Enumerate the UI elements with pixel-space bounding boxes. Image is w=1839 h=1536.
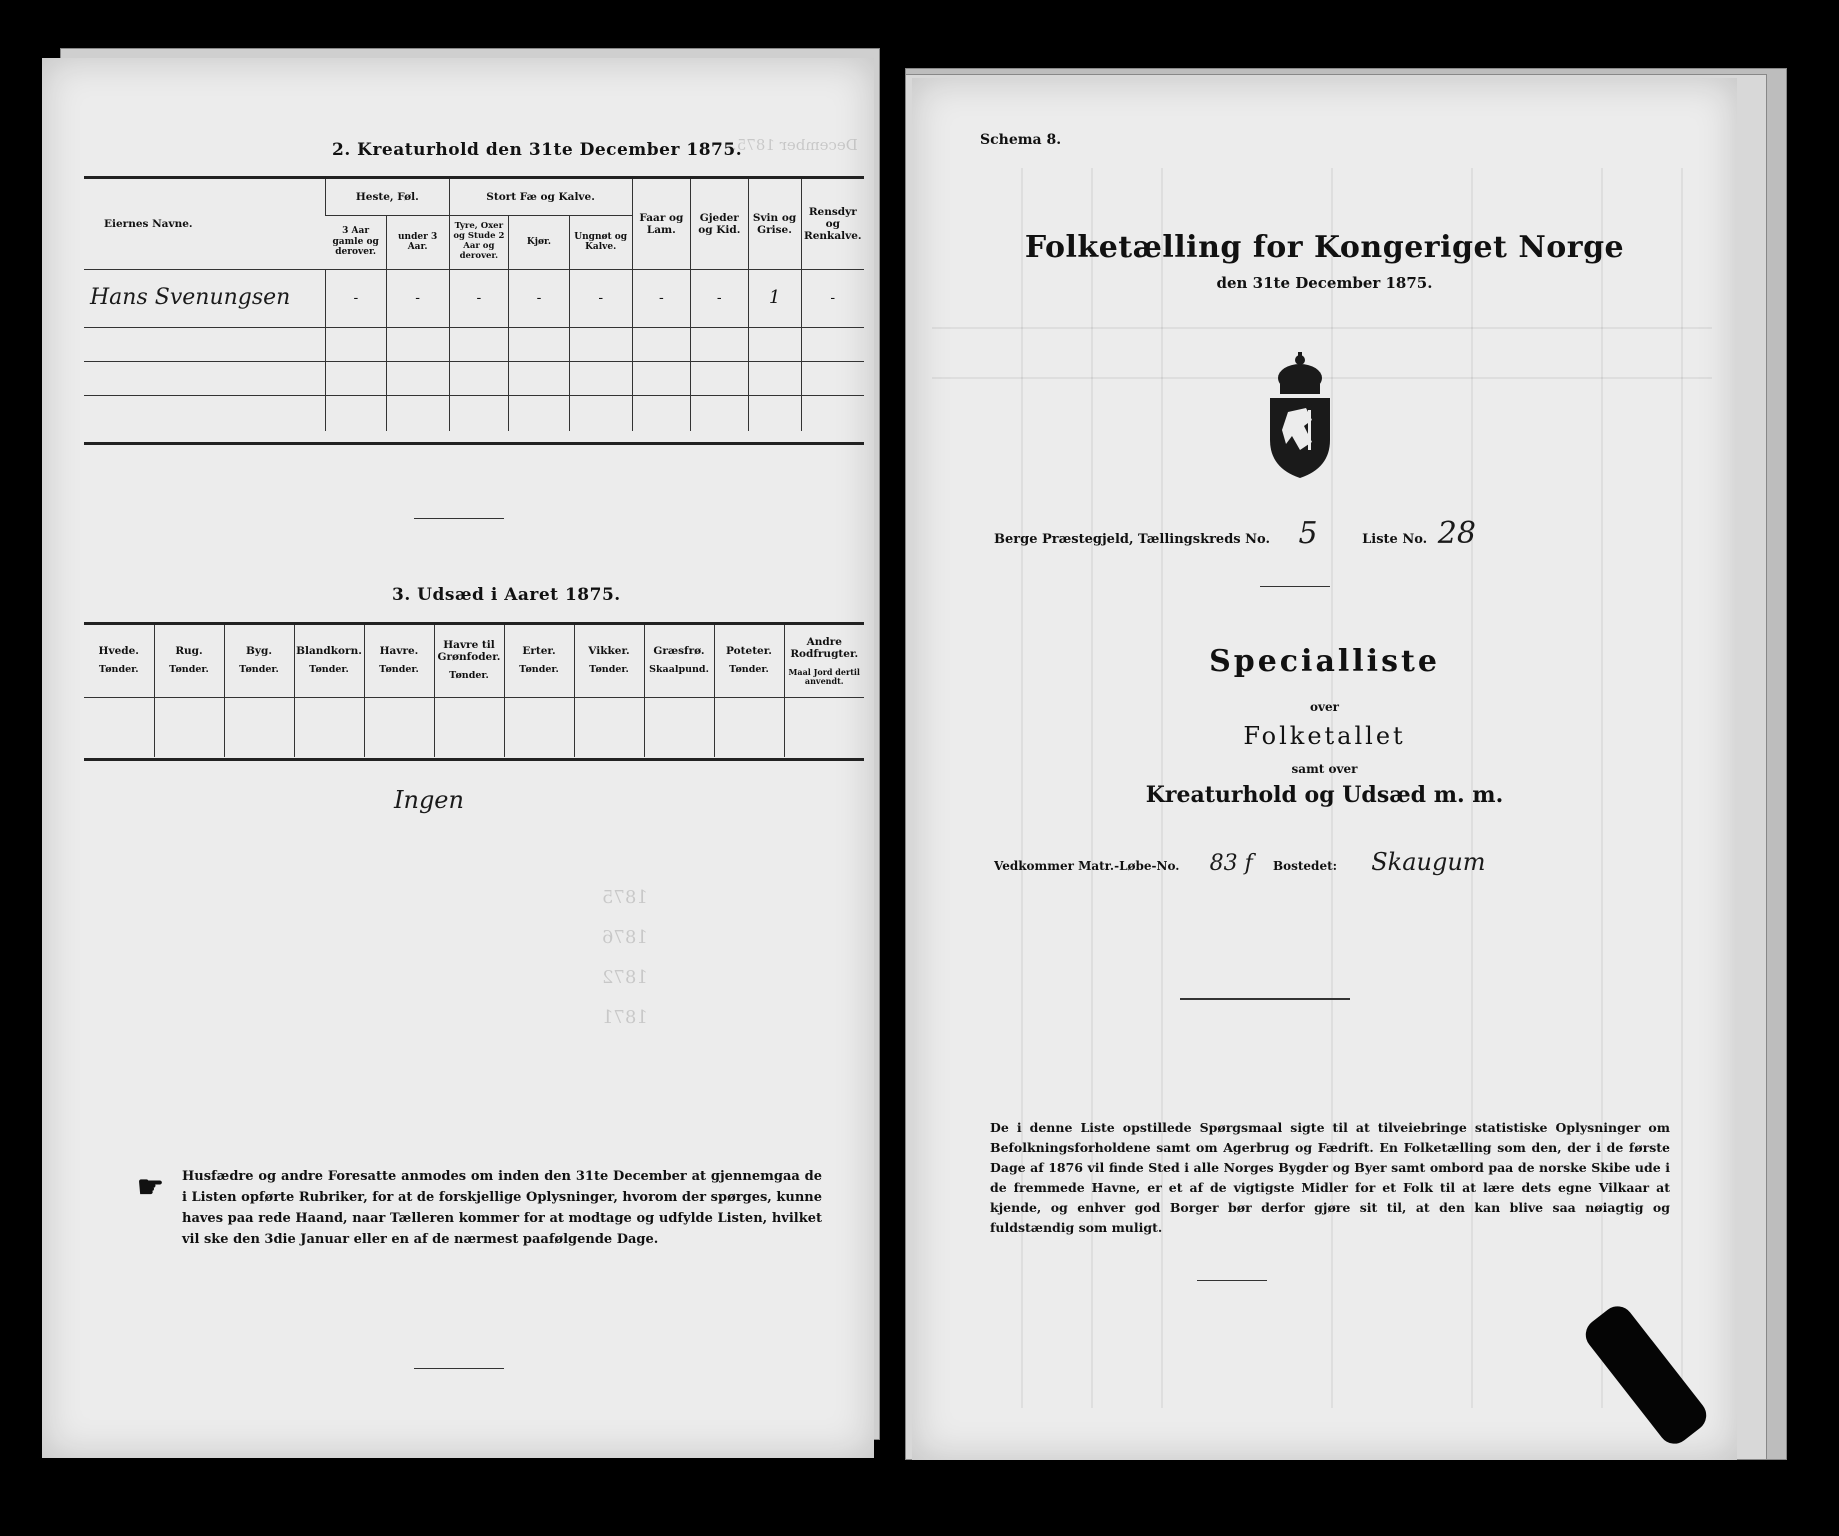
col-storfe-kjor: Kjør.: [509, 215, 570, 269]
seed-table: [84, 625, 864, 757]
seed-empty-cell: [434, 697, 504, 757]
seed-col-header: [714, 625, 784, 697]
right-page: [912, 78, 1737, 1460]
seed-empty-cell: [714, 697, 784, 757]
mark-cell: -: [632, 269, 690, 327]
census-title: Folketælling for Kongeriget Norge: [1024, 230, 1625, 265]
seed-empty-cell: [154, 697, 224, 757]
seed-empty-cell: [644, 697, 714, 757]
mark-cell: -: [691, 269, 748, 327]
seed-col-name: Græsfrø.: [653, 645, 705, 658]
divider: [1197, 1280, 1267, 1281]
seed-col-header: [224, 625, 294, 697]
col-owner-names: Eiernes Navne.: [104, 217, 193, 230]
samt-over-text: samt over: [1291, 762, 1358, 776]
liste-label: Liste No.: [1362, 532, 1428, 547]
matr-line: [994, 848, 1486, 876]
col-svin: Svin og Grise.: [748, 179, 801, 269]
mark-cell: -: [509, 269, 570, 327]
handwritten-ingen: Ingen: [394, 786, 464, 814]
seed-empty-cell: [364, 697, 434, 757]
kreds-number: 5: [1298, 516, 1318, 551]
seed-col-unit: Tønder.: [729, 664, 769, 676]
mark-cell: -: [801, 269, 864, 327]
left-page: [42, 58, 874, 1458]
seed-col-name: Rug.: [175, 645, 203, 658]
seed-col-unit: Tønder.: [379, 664, 419, 676]
divider: [1260, 586, 1330, 587]
col-storfe-tyre: Tyre, Oxer og Stude 2 Aar og derover.: [449, 215, 509, 269]
seed-empty-cell: [294, 697, 364, 757]
seed-col-name: Havre.: [379, 645, 419, 658]
seed-col-name: Poteter.: [726, 645, 772, 658]
specialliste-heading: Specialliste: [1209, 644, 1440, 679]
liste-number: 28: [1437, 516, 1476, 551]
mark-cell: -: [326, 269, 387, 327]
owner-name: Hans Svenungsen: [90, 285, 291, 311]
seed-empty-cell: [84, 697, 154, 757]
empty-cell: [84, 395, 326, 431]
seed-empty-cell: [784, 697, 864, 757]
seed-col-name: Vikker.: [588, 645, 630, 658]
empty-cell: [84, 327, 326, 361]
col-group-storfe: Stort Fæ og Kalve.: [449, 179, 632, 215]
divider: [414, 1368, 504, 1369]
seed-col-unit: Tønder.: [449, 670, 489, 682]
seed-col-header: [154, 625, 224, 697]
matr-value: 83 f: [1209, 851, 1253, 876]
seed-col-name: Erter.: [522, 645, 556, 658]
col-heste-3aar: 3 Aar gamle og derover.: [332, 226, 379, 258]
prestegjeld-label: Berge Præstegjeld,: [994, 532, 1134, 547]
notice-text: Husfædre og andre Foresatte anmodes om inden den 31te December at gjennemgaa de i Listen opførte Rubriker, for at de forskjellige Oplysninger, hvorom der spørges, kunne haves paa rede Haand, naar Tælleren kommer for at modtage og udfylde Listen, hvilket vil ske den 3die Januar eller en af de nærmest paafølgende Dage.: [182, 1169, 822, 1247]
divider: [414, 518, 504, 519]
kreaturhold-heading: Kreaturhold og Udsæd m. m.: [1145, 782, 1504, 808]
coat-of-arms-icon: [1260, 350, 1340, 480]
intro-text: De i denne Liste opstillede Spørgsmaal sigte til at tilveiebringe statistiske Oplysninger om Befolkningsforholdene samt om Agerbrug og Fædrift. En Folketælling som den, der i de første Dage af 1876 vil finde Sted i alle Norges Bygder og Byer samt ombord paa de norske Skibe ude i de fremmede Havne, er et af de vigtigste Midler for et Folk til at lære dets egne Vilkaar at kjende, og enhver god Borger bør derfor gjøre sit til, at den kan blive saa nøiagtig og fuldstændig som muligt.: [990, 1120, 1670, 1235]
seed-col-name: Havre til Grønfoder.: [437, 639, 501, 664]
seed-col-unit: Skaalpund.: [649, 664, 709, 676]
bleed-through-marks: 1875 1876 1872 1871: [602, 887, 648, 1028]
seed-empty-cell: [574, 697, 644, 757]
table2-bottom-rule: [84, 442, 864, 445]
owner-cell: [84, 269, 326, 327]
seed-col-unit: Tønder.: [169, 664, 209, 676]
seed-col-unit: Tønder.: [239, 664, 279, 676]
seed-col-header: [84, 625, 154, 697]
seed-col-header: [504, 625, 574, 697]
livestock-table: [84, 179, 864, 431]
seed-col-unit: Tønder.: [309, 664, 349, 676]
seed-col-header: [434, 625, 504, 697]
mark-cell: -: [449, 269, 509, 327]
schema-label: Schema 8.: [980, 132, 1062, 148]
seed-col-header: [364, 625, 434, 697]
seed-col-name: Byg.: [246, 645, 272, 658]
seed-col-header: [644, 625, 714, 697]
seed-col-header: [784, 625, 864, 697]
kreds-label: Tællingskreds No.: [1138, 532, 1270, 547]
col-group-heste: Heste, Føl.: [326, 179, 449, 215]
seed-col-header: [294, 625, 364, 697]
divider: [1180, 998, 1350, 1000]
mark-cell: -: [569, 269, 632, 327]
section2-title: 2. Kreaturhold den 31te December 1875.: [332, 140, 743, 160]
bosted-value: Skaugum: [1371, 848, 1486, 876]
seed-col-unit: Tønder.: [589, 664, 629, 676]
mark-cell: -: [386, 269, 449, 327]
bosted-label: Bostedet:: [1272, 859, 1338, 873]
col-faar: Faar og Lam.: [632, 179, 690, 269]
seed-col-name: Hvede.: [98, 645, 139, 658]
seed-col-header: [574, 625, 644, 697]
seed-empty-cell: [224, 697, 294, 757]
table3-bottom-rule: [84, 758, 864, 761]
section3-title: 3. Udsæd i Aaret 1875.: [392, 585, 621, 605]
seed-col-unit: Tønder.: [98, 664, 139, 676]
location-line: [994, 516, 1476, 551]
seed-col-unit: Tønder.: [519, 664, 559, 676]
col-gjeder: Gjeder og Kid.: [691, 179, 748, 269]
folketallet-heading: Folketallet: [1243, 722, 1406, 750]
census-date: den 31te December 1875.: [1216, 274, 1433, 292]
over-text: over: [1310, 700, 1339, 714]
matr-label: Vedkommer Matr.-Løbe-No.: [994, 859, 1180, 873]
seed-col-name: Andre Rodfrugter.: [790, 635, 859, 660]
pointing-hand-icon: ☛: [137, 1170, 164, 1205]
seed-col-unit: Maal Jord dertil anvendt.: [788, 666, 860, 686]
col-storfe-ungnot: Ungnøt og Kalve.: [569, 215, 632, 269]
empty-cell: [84, 361, 326, 395]
seed-col-name: Blandkorn.: [296, 645, 362, 658]
bleed-through-text: December 1875.: [732, 136, 858, 154]
col-rensdyr: Rensdyr og Renkalve.: [801, 179, 864, 269]
seed-empty-cell: [504, 697, 574, 757]
mark-cell: 1: [748, 269, 801, 327]
col-heste-under3: under 3 Aar.: [386, 215, 449, 269]
